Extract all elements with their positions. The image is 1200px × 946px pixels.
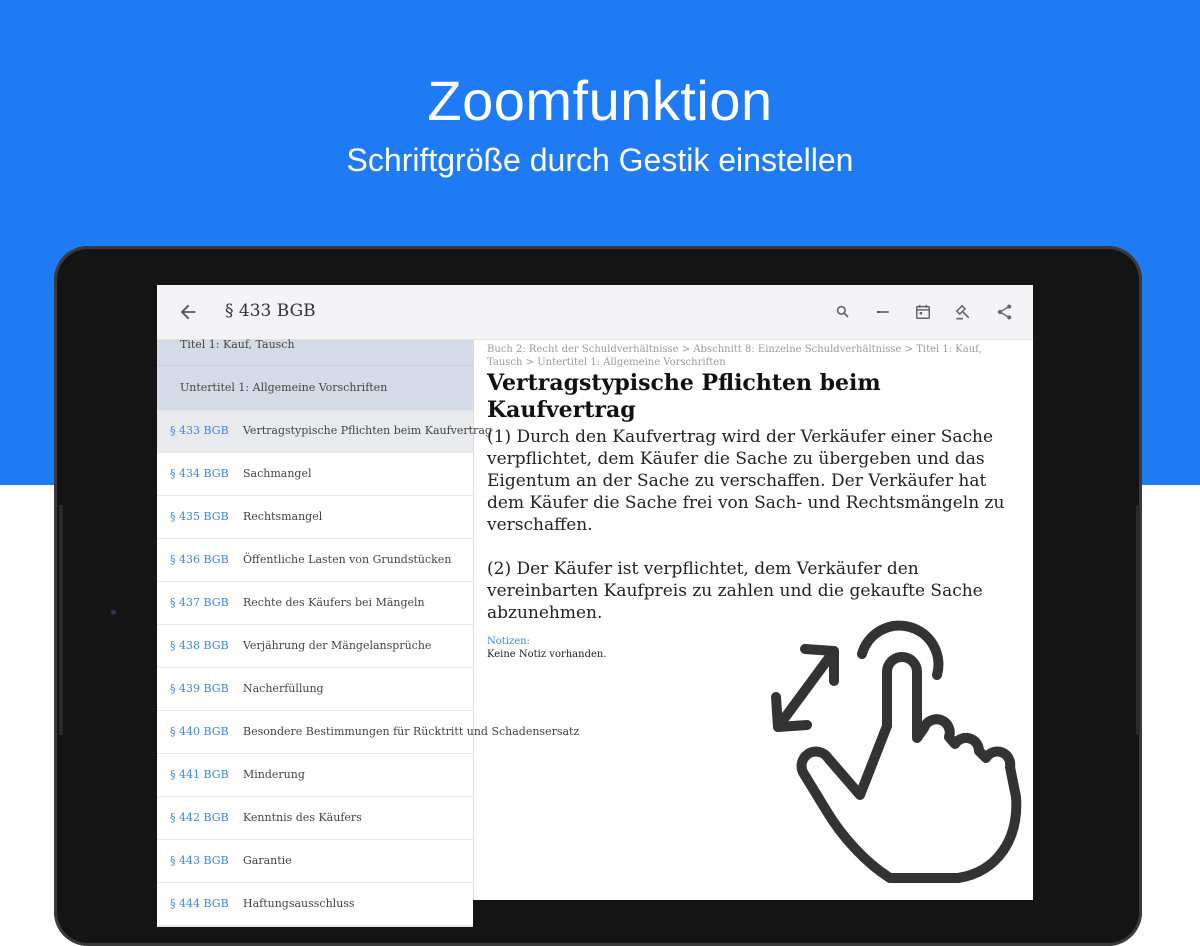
sidebar-header-untertitel[interactable] [157, 366, 473, 410]
sidebar-item-number: § 441 BGB [170, 768, 229, 781]
sidebar-item-title: Kenntnis des Käufers [243, 811, 362, 824]
sidebar-item-title: Nacherfüllung [243, 682, 324, 695]
sidebar-item-title: Vertragstypische Pflichten beim Kaufvertrag [243, 424, 492, 437]
law-heading: Vertragstypische Pflichten beim Kaufvertrag [487, 370, 881, 423]
sidebar-header-label: Untertitel 1: Allgemeine Vorschriften [180, 381, 388, 394]
sidebar-item-441[interactable] [157, 754, 473, 798]
page-title: § 433 BGB [225, 301, 316, 321]
sidebar-item-438[interactable] [157, 625, 473, 669]
sidebar-item-444[interactable] [157, 883, 473, 927]
sidebar-item-number: § 437 BGB [170, 596, 229, 609]
pinch-zoom-gesture-icon [755, 615, 1040, 900]
sidebar-item-number: § 442 BGB [170, 811, 229, 824]
sidebar-item-442[interactable] [157, 797, 473, 841]
sidebar-item-number: § 434 BGB [170, 467, 229, 480]
sidebar-item-number: § 433 BGB [170, 424, 229, 437]
sidebar-item-433[interactable] [157, 410, 492, 454]
calendar-icon[interactable] [913, 302, 933, 322]
sidebar-item-number: § 436 BGB [170, 553, 229, 566]
sidebar-item-434[interactable] [157, 453, 473, 497]
share-icon[interactable] [995, 302, 1015, 322]
sidebar-item-title: Minderung [243, 768, 305, 781]
promo-subtitle: Schriftgröße durch Gestik einstellen [346, 142, 854, 178]
sidebar-item-435[interactable] [157, 496, 473, 540]
sidebar-item-436[interactable] [157, 539, 473, 583]
sidebar-item-number: § 435 BGB [170, 510, 229, 523]
tablet-camera [111, 610, 116, 615]
tablet-side-button-left [59, 505, 63, 735]
back-arrow-icon[interactable] [177, 301, 199, 323]
tablet-side-button-right [1136, 505, 1140, 735]
toolbar [157, 285, 1033, 340]
sidebar-item-number: § 439 BGB [170, 682, 229, 695]
law-paragraph-2: (2) Der Käufer ist verpflichtet, dem Verkäufer den vereinbarten Kaufpreis zu zahlen und die gekaufte Sache abzunehmen. [487, 559, 983, 623]
minimize-icon[interactable] [873, 302, 893, 322]
sidebar-item-number: § 438 BGB [170, 639, 229, 652]
promo-title: Zoomfunktion [427, 69, 773, 132]
breadcrumb[interactable]: Buch 2: Recht der Schuldverhältnisse > Abschnitt 8: Einzelne Schuldverhältnisse > Titel 1: Kauf, Tausch > Untertitel 1: Allgemeine Vorschriften [487, 344, 982, 368]
sidebar-item-title: Besondere Bestimmungen für Rücktritt und Schadensersatz [243, 725, 580, 738]
sidebar-item-443[interactable] [157, 840, 473, 884]
law-paragraph-1: (1) Durch den Kaufvertrag wird der Verkäufer einer Sache verpflichtet, dem Käufer die Sache zu übergeben und das Eigentum an der Sache zu verschaffen. Der Verkäufer hat dem Käufer die Sache frei von Sach- und Rechtsmängeln zu verschaffen. [487, 427, 1005, 535]
notes-text: Keine Notiz vorhanden. [487, 649, 607, 660]
sidebar-item-437[interactable] [157, 582, 473, 626]
sidebar-item-number: § 444 BGB [170, 897, 229, 910]
sidebar-header-label: Titel 1: Kauf, Tausch [180, 338, 295, 351]
gavel-icon[interactable] [953, 302, 973, 322]
sidebar-item-title: Rechte des Käufers bei Mängeln [243, 596, 425, 609]
sidebar-item-439[interactable] [157, 668, 473, 712]
sidebar-item-number: § 443 BGB [170, 854, 229, 867]
sidebar-item-title: Öffentliche Lasten von Grundstücken [243, 553, 452, 566]
sidebar-item-number: § 440 BGB [170, 725, 229, 738]
sidebar-item-440[interactable] [157, 711, 580, 755]
sidebar-header-title[interactable] [157, 340, 473, 366]
sidebar-item-title: Garantie [243, 854, 292, 867]
search-icon[interactable] [833, 302, 853, 322]
notes-label[interactable]: Notizen: [487, 636, 530, 647]
sidebar-item-title: Rechtsmangel [243, 510, 323, 523]
sidebar-item-title: Sachmangel [243, 467, 312, 480]
sidebar-item-title: Haftungsausschluss [243, 897, 355, 910]
sidebar-item-title: Verjährung der Mängelansprüche [243, 639, 432, 652]
